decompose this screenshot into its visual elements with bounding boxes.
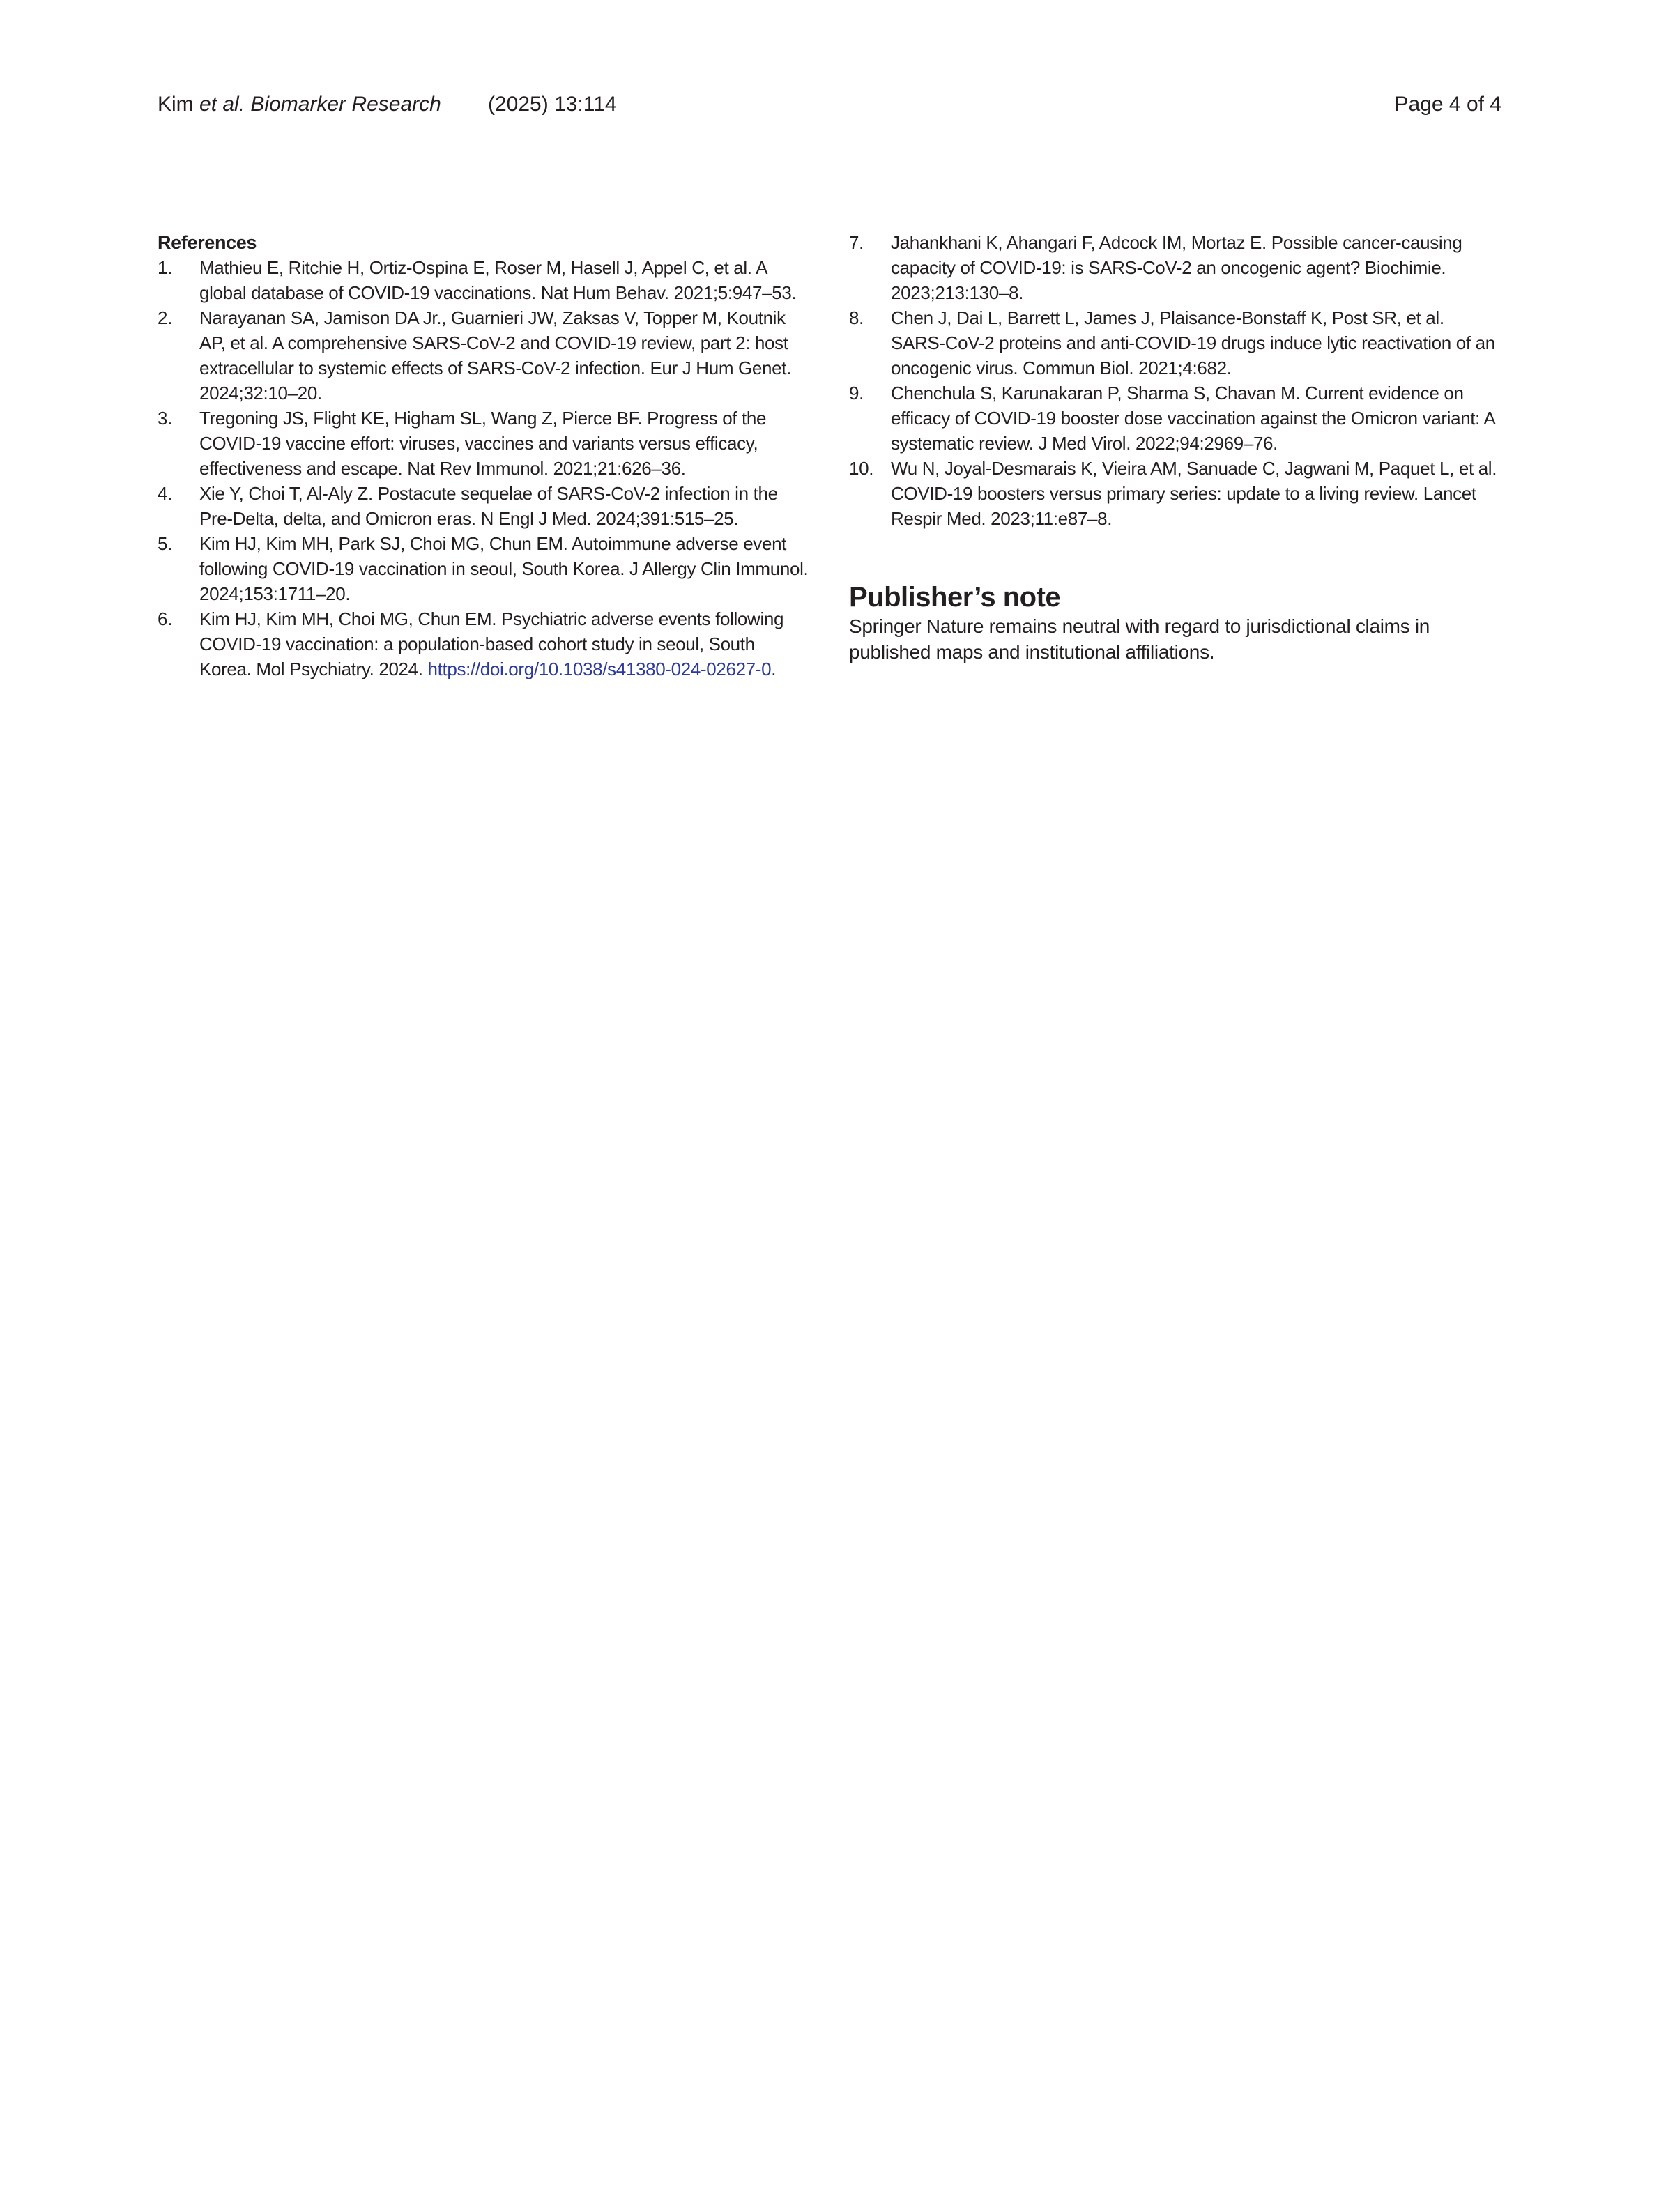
header-journal-name: Biomarker Research [250,93,441,116]
reference-number: 6. [158,608,172,629]
references-heading: References [158,232,257,253]
reference-number: 8. [849,307,864,328]
reference-text: Kim HJ, Kim MH, Choi MG, Chun EM. Psychiatric adverse events following COVID-19 vaccination: a population-based cohort study in seoul, South Korea. Mol Psychiatry. 2024. [199,608,784,679]
reference-item-5 [158,531,810,606]
reference-item-4 [158,481,810,531]
publishers-note-section [849,581,1503,665]
reference-number: 1. [158,257,172,278]
reference-item-9 [849,381,1503,456]
reference-number: 9. [849,383,864,404]
references-list-right [849,230,1503,531]
reference-text: Xie Y, Choi T, Al-Aly Z. Postacute sequelae of SARS-CoV-2 infection in the Pre-Delta, delta, and Omicron eras. N Engl J Med. 2024;391:515–25. [199,483,778,529]
reference-number: 2. [158,307,172,328]
journal-citation [158,91,441,118]
reference-item-6 [158,606,810,682]
reference-number: 10. [849,458,874,479]
reference-text: Chen J, Dai L, Barrett L, James J, Plaisance-Bonstaff K, Post SR, et al. SARS-CoV-2 proteins and anti-COVID-19 drugs induce lytic reactivation of an oncogenic virus. Commun Biol. 2021;4:682. [891,307,1495,378]
reference-number: 3. [158,408,172,429]
reference-text: Tregoning JS, Flight KE, Higham SL, Wang Z, Pierce BF. Progress of the COVID-19 vaccine effort: viruses, vaccines and variants versus efficacy, effectiveness and escape. Nat Rev Immunol. 2021;21:626–36. [199,408,767,479]
reference-item-8 [849,305,1503,381]
reference-text: Mathieu E, Ritchie H, Ortiz-Ospina E, Roser M, Hasell J, Appel C, et al. A global database of COVID-19 vaccinations. Nat Hum Behav. 2021;5:947–53. [199,257,797,303]
reference-number: 4. [158,483,172,504]
header-page-number: Page 4 of 4 [1394,93,1501,116]
reference-text: Kim HJ, Kim MH, Park SJ, Choi MG, Chun EM. Autoimmune adverse event following COVID-19 vaccination in seoul, South Korea. J Allergy Clin Immunol. 2024;153:1711–20. [199,533,809,604]
reference-text: Wu N, Joyal-Desmarais K, Vieira AM, Sanuade C, Jagwani M, Paquet L, et al. COVID-19 boosters versus primary series: update to a living review. Lancet Respir Med. 2023;11:e87–8. [891,458,1497,529]
reference-item-1 [158,255,810,305]
header-author: Kim [158,93,194,116]
reference-text: Narayanan SA, Jamison DA Jr., Guarnieri JW, Zaksas V, Topper M, Koutnik AP, et al. A comprehensive SARS-CoV-2 and COVID-19 review, part 2: host extracellular to systemic effects of SARS-CoV-2 infection. Eur J Hum Genet. 2024;32:10–20. [199,307,791,404]
reference-item-10 [849,456,1503,531]
doi-link[interactable]: https://doi.org/10.1038/s41380-024-02627-0 [427,659,772,679]
publishers-note-text: Springer Nature remains neutral with regard to jurisdictional claims in published maps and institutional affiliations. [849,615,1430,663]
references-list-left [158,255,810,682]
reference-item-7 [849,230,1503,305]
running-header [158,91,1501,118]
publishers-note-heading: Publisher’s note [849,582,1061,613]
right-column [849,230,1503,665]
header-etal: et al. [199,93,245,116]
reference-number: 5. [158,533,172,554]
header-volume: (2025) 13:114 [488,93,617,116]
left-column [158,230,810,682]
reference-text: Chenchula S, Karunakaran P, Sharma S, Chavan M. Current evidence on efficacy of COVID-19 booster dose vaccination against the Omicron variant: A systematic review. J Med Virol. 2022;94:2969–76. [891,383,1495,454]
reference-text-end: . [771,659,777,679]
reference-text: Jahankhani K, Ahangari F, Adcock IM, Mortaz E. Possible cancer-causing capacity of COVID-19: is SARS-CoV-2 an oncogenic agent? Biochimie. 2023;213:130–8. [891,232,1462,303]
reference-item-2 [158,305,810,406]
reference-number: 7. [849,232,864,253]
reference-item-3 [158,406,810,481]
